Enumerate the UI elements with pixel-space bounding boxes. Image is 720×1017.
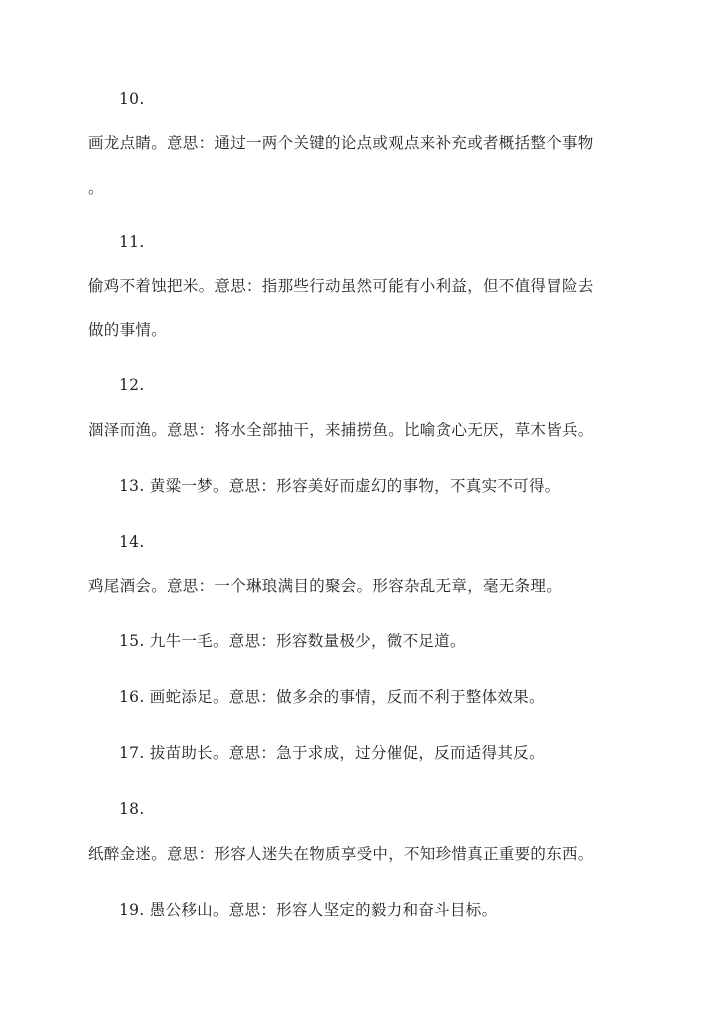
entry-text-18: 纸醉金迷。意思：形容人迷失在物质享受中，不知珍惜真正重要的东西。 — [88, 845, 594, 863]
entry-text-10-line2: 。 — [88, 179, 104, 197]
entry-16: 16. 画蛇添足。意思：做多余的事情，反而不利于整体效果。 — [119, 688, 545, 706]
entry-number-12: 12. — [119, 376, 145, 394]
entry-text-14: 鸡尾酒会。意思：一个琳琅满目的聚会。形容杂乱无章，毫无条理。 — [88, 577, 563, 595]
entry-number-11: 11. — [119, 233, 145, 251]
entry-number-18: 18. — [119, 800, 145, 818]
entry-number-10: 10. — [119, 90, 145, 108]
entry-text-11-line1: 偷鸡不着蚀把米。意思：指那些行动虽然可能有小利益，但不值得冒险去 — [88, 277, 594, 295]
entry-19: 19. 愚公移山。意思：形容人坚定的毅力和奋斗目标。 — [119, 901, 498, 919]
entry-17: 17. 拔苗助长。意思：急于求成，过分催促，反而适得其反。 — [119, 744, 545, 762]
entry-15: 15. 九牛一毛。意思：形容数量极少，微不足道。 — [119, 632, 466, 650]
entry-number-14: 14. — [119, 533, 145, 551]
entry-text-11-line2: 做的事情。 — [88, 321, 168, 339]
entry-text-12: 涸泽而渔。意思：将水全部抽干，来捕捞鱼。比喻贪心无厌，草木皆兵。 — [88, 421, 594, 439]
entry-text-10-line1: 画龙点睛。意思：通过一两个关键的论点或观点来补充或者概括整个事物 — [88, 134, 594, 152]
entry-13: 13. 黄粱一梦。意思：形容美好而虚幻的事物，不真实不可得。 — [119, 477, 561, 495]
